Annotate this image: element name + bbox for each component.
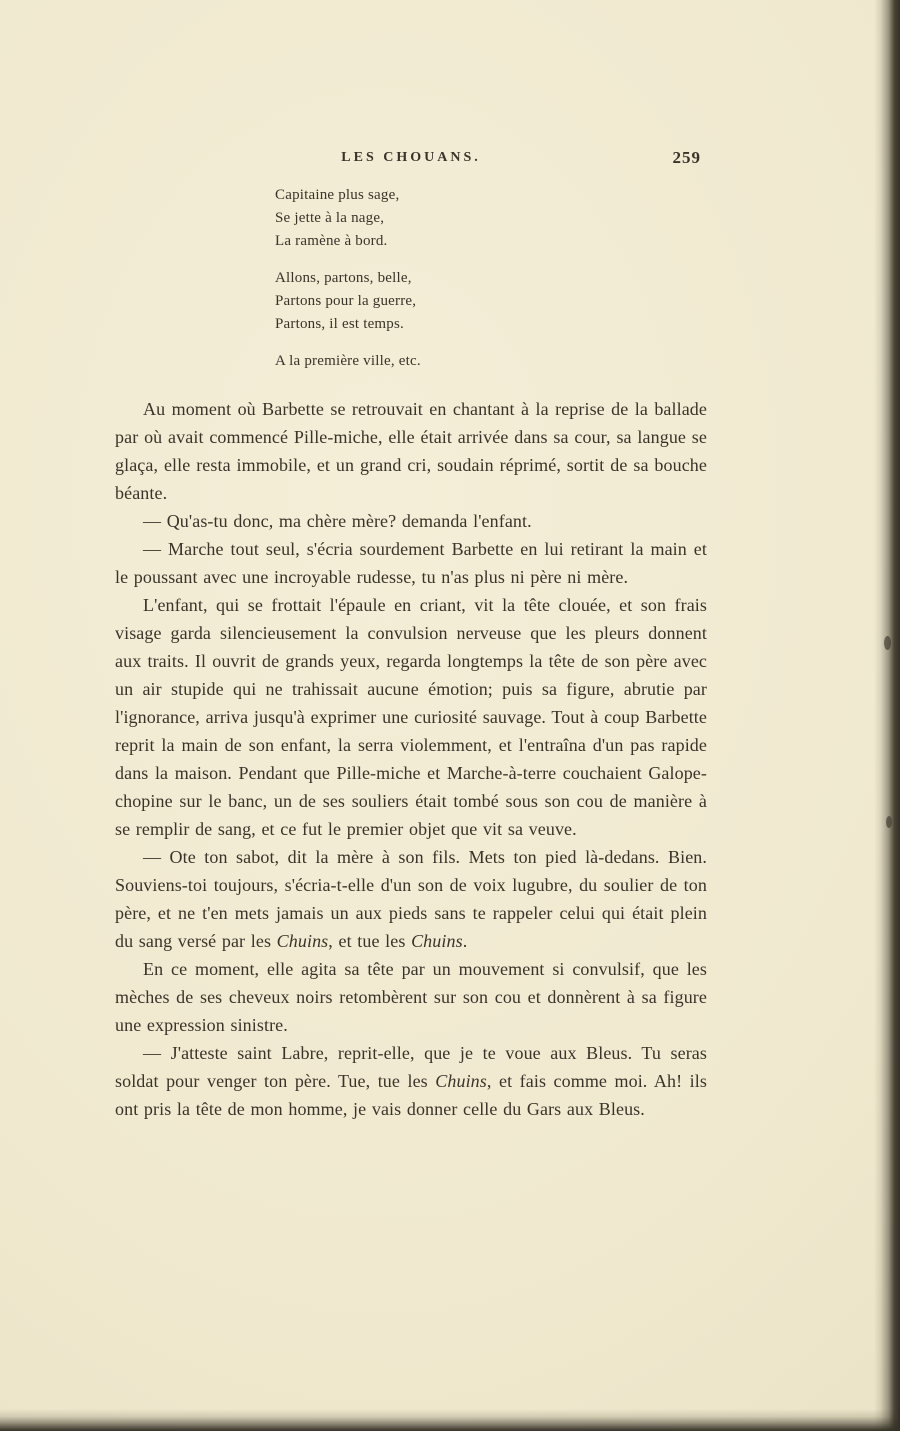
- verse-stanza: [275, 184, 707, 253]
- page-content: [115, 150, 707, 1123]
- text-segment: .: [462, 931, 468, 951]
- text-segment: — Qu'as-tu donc, ma chère mère? demanda l'enfant.: [143, 511, 532, 531]
- italic-text: Chuins: [411, 931, 463, 951]
- verse-line: Allons, partons, belle,: [275, 270, 412, 286]
- paragraph: [115, 843, 707, 955]
- text-segment: , et tue les: [328, 931, 412, 951]
- scan-edge-bottom: [0, 1409, 900, 1431]
- paragraph: [115, 507, 707, 535]
- verse-block: [275, 184, 707, 373]
- text-segment: — Marche tout seul, s'écria sourdement Barbette en lui retirant la main et le poussant avec une incroyable rudesse, tu n'as plus ni père ni mère.: [115, 539, 707, 587]
- paragraph: [115, 1039, 707, 1123]
- verse-line: Se jette à la nage,: [275, 210, 385, 226]
- verse-line: A la première ville, etc.: [275, 353, 421, 369]
- paragraph: [115, 591, 707, 843]
- running-title: LES CHOUANS.: [341, 150, 481, 165]
- verse-line: La ramène à bord.: [275, 233, 388, 249]
- paragraph: [115, 535, 707, 591]
- text-segment: Au moment où Barbette se retrouvait en chantant à la reprise de la ballade par où avait commencé Pille-miche, elle était arrivée dans sa cour, sa langue se glaça, elle resta immobile, et un grand cri, soudain réprimé, sortit de sa bouche béante.: [115, 399, 707, 503]
- verse-line: Capitaine plus sage,: [275, 187, 400, 203]
- text-segment: — J'atteste saint Labre, reprit-elle, que je te voue aux Bleus. Tu seras soldat pour venger ton père. Tue, tue les: [115, 1043, 707, 1091]
- verse-stanza: [275, 267, 707, 336]
- page-header: [115, 150, 707, 174]
- text-segment: — Ote ton sabot, dit la mère à son fils. Mets ton pied là-dedans. Bien. Souviens-toi toujours, s'écria-t-elle d'un son de voix lugubre, du soulier de ton père, et ne t'en mets jamais un aux pieds sans te rappeler celui qui était plein du sang versé par les: [115, 847, 707, 951]
- scan-edge-right: [874, 0, 900, 1431]
- paragraph: [115, 955, 707, 1039]
- paragraph: [115, 395, 707, 507]
- text-segment: En ce moment, elle agita sa tête par un mouvement si convulsif, que les mèches de ses cheveux noirs retombèrent sur son cou et donnèrent à sa figure une expression sinistre.: [115, 959, 707, 1035]
- text-body: [115, 395, 707, 1123]
- page-number: 259: [672, 148, 701, 167]
- verse-line: Partons, il est temps.: [275, 316, 404, 332]
- italic-text: Chuins: [276, 931, 329, 951]
- text-segment: L'enfant, qui se frottait l'épaule en criant, vit la tête clouée, et son frais visage garda silencieusement la convulsion nerveuse que les pleurs donnent aux traits. Il ouvrit de grands yeux, regarda longtemps la tête de son père avec un air stupide qui ne trahissait aucune émotion; puis sa figure, abrutie par l'ignorance, arriva jusqu'à exprimer une curiosité sauvage. Tout à coup Barbette reprit la main de son enfant, la serra violemment, et l'entraîna d'un pas rapide dans la maison. Pendant que Pille-miche et Marche-à-terre couchaient Galope-chopine sur le banc, un de ses souliers était tombé sous son cou de manière à se remplir de sang, et ce fut le premier objet que vit sa veuve.: [115, 595, 707, 839]
- verse-line: Partons pour la guerre,: [275, 293, 417, 309]
- italic-text: Chuins: [435, 1071, 487, 1091]
- text-segment: , et fais comme moi. Ah! ils ont pris la tête de mon homme, je vais donner celle du Gars aux Bleus.: [115, 1071, 707, 1119]
- verse-stanza: [275, 350, 707, 373]
